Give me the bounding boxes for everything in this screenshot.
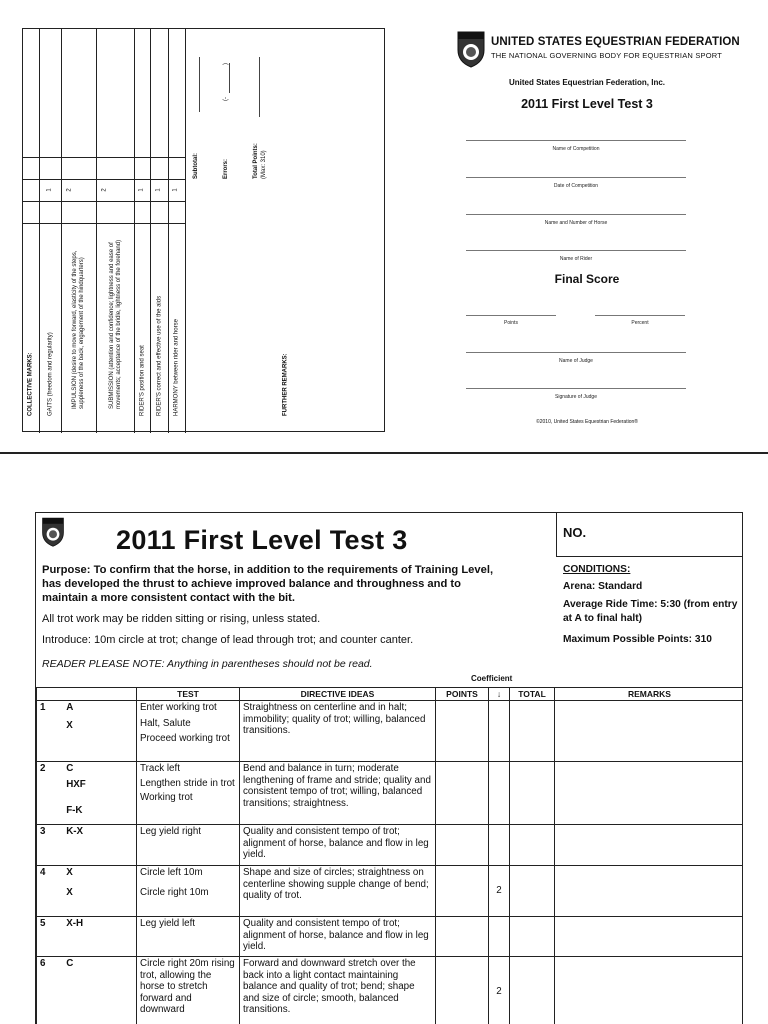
- collective-item-text: RIDER'S correct and effective use of the aids: [156, 295, 162, 416]
- movement-letter: X: [66, 867, 73, 878]
- conditions-block: [563, 563, 741, 647]
- errors-paren-open: (-: [223, 97, 229, 101]
- signature-line: [466, 388, 686, 389]
- points-cell[interactable]: [436, 866, 489, 917]
- col-header-coef-arrow-icon: ↓: [489, 688, 510, 701]
- collective-item-text: HARMONY between rider and horse: [173, 319, 180, 416]
- directive-cell: Forward and downward stretch over the back into a light contact maintaining balance and quality of trot; bend; shape and size of circle; smooth, balanced transitions.: [240, 957, 436, 1024]
- horse-label: Name and Number of Horse: [544, 220, 608, 226]
- cover-page: [0, 0, 768, 452]
- directive-cell: Straightness on centerline and in halt; immobility; quality of trot; willing, balanced transitions.: [240, 701, 436, 762]
- movement-letter: C: [66, 958, 74, 969]
- collective-item: [151, 29, 169, 433]
- points-cell[interactable]: [436, 917, 489, 957]
- coef-cell: 2: [489, 866, 510, 917]
- remarks-cell[interactable]: [555, 825, 744, 866]
- org-tagline: THE NATIONAL GOVERNING BODY FOR EQUESTRIAN SPORT: [491, 51, 723, 60]
- row-divider: [23, 179, 186, 180]
- movement-letter: X: [66, 719, 73, 731]
- movement-letter: HXF: [66, 778, 86, 790]
- table-row: [37, 701, 744, 762]
- total-cell[interactable]: [510, 917, 555, 957]
- test-item: Circle right 20m rising trot, allowing the horse to stretch forward and downward: [140, 958, 235, 1015]
- errors-label: Errors:: [223, 158, 229, 179]
- col-header-total: TOTAL: [510, 688, 555, 701]
- total-cell[interactable]: [510, 866, 555, 917]
- test-cell: [137, 825, 240, 866]
- total-cell[interactable]: [510, 701, 555, 762]
- test-item: Proceed working trot: [140, 733, 230, 744]
- test-cell: [137, 701, 240, 762]
- coef-value: 1: [172, 188, 179, 192]
- conditions-ride-time: Average Ride Time: 5:30 (from entry at A to final halt): [563, 599, 738, 624]
- test-movements-table: [36, 687, 743, 1024]
- collective-item: [169, 29, 186, 433]
- org-name: UNITED STATES EQUESTRIAN FEDERATION: [491, 36, 740, 48]
- points-cell[interactable]: [436, 957, 489, 1024]
- movement-letter: A: [66, 702, 74, 713]
- col-header-number: [37, 688, 137, 701]
- table-row: [37, 825, 744, 866]
- test-item: Working trot: [140, 792, 193, 803]
- collective-item-text: SUBMISSION (attention and confidence; lightness and ease of movements; acceptance of the bridle, lightness of the forehand): [108, 239, 122, 409]
- collective-item-text: GAITS (freedom and regularity): [47, 332, 53, 416]
- page-divider: [0, 452, 768, 454]
- conditions-arena: Arena: Standard: [563, 580, 643, 592]
- date-line: [466, 177, 686, 178]
- total-cell[interactable]: [510, 762, 555, 825]
- introduce-text: Introduce: 10m circle at trot; change of lead through trot; and counter canter.: [42, 634, 414, 646]
- conditions-title: CONDITIONS:: [563, 564, 631, 575]
- total-points-label: Total Points:: [253, 143, 259, 179]
- further-remarks-column: [186, 29, 386, 433]
- coef-cell: [489, 825, 510, 866]
- coef-value: 1: [138, 188, 145, 192]
- errors-blank: [229, 63, 230, 93]
- subtotal-label: Subtotal:: [193, 153, 199, 179]
- remarks-cell[interactable]: [555, 957, 744, 1024]
- movement-cell: [37, 762, 137, 825]
- test-cell: [137, 957, 240, 1024]
- movement-cell: [37, 866, 137, 917]
- collective-marks-table: [22, 28, 385, 432]
- movement-number: 1: [40, 702, 46, 713]
- table-row: [37, 957, 744, 1024]
- total-cell[interactable]: [510, 957, 555, 1024]
- remarks-cell[interactable]: [555, 762, 744, 825]
- col-header-remarks: REMARKS: [555, 688, 744, 701]
- percent-label: Percent: [631, 320, 649, 326]
- collective-item: [62, 29, 97, 433]
- coef-cell: [489, 762, 510, 825]
- signature-label: Signature of Judge: [555, 394, 597, 400]
- row-divider: [23, 201, 186, 202]
- row-divider: [23, 223, 186, 224]
- col-header-points: POINTS: [436, 688, 489, 701]
- test-item: Halt, Salute: [140, 717, 191, 729]
- movement-letter: F-K: [66, 805, 83, 816]
- test-item: Leg yield right: [140, 826, 201, 837]
- collective-item: [40, 29, 62, 433]
- judge-label: Name of Judge: [559, 358, 593, 364]
- points-cell[interactable]: [436, 701, 489, 762]
- errors-paren-close: ): [223, 63, 229, 65]
- movement-number: 3: [40, 826, 46, 837]
- coefficient-label: Coefficient: [471, 674, 513, 683]
- movement-letter: C: [66, 763, 74, 774]
- movement-number: 6: [40, 958, 46, 969]
- conditions-max-points: Maximum Possible Points: 310: [563, 634, 712, 645]
- table-row: [37, 917, 744, 957]
- copyright: ©2010, United States Equestrian Federation®: [536, 419, 638, 425]
- rider-label: Name of Rider: [559, 256, 593, 262]
- movement-cell: [37, 825, 137, 866]
- movement-cell: [37, 701, 137, 762]
- test-item: Circle right 10m: [140, 886, 209, 898]
- test-item: Circle left 10m: [140, 867, 203, 878]
- points-cell[interactable]: [436, 825, 489, 866]
- sheet-title: 2011 First Level Test 3: [116, 525, 408, 555]
- coef-value: 1: [155, 188, 162, 192]
- total-cell[interactable]: [510, 825, 555, 866]
- test-item: Enter working trot: [140, 702, 217, 713]
- collective-heading-column: [23, 29, 40, 433]
- subtotal-blank: [199, 57, 200, 112]
- directive-cell: Quality and consistent tempo of trot; alignment of horse, balance and flow in leg yield.: [240, 917, 436, 957]
- cover-title: 2011 First Level Test 3: [521, 97, 653, 111]
- competition-line: [466, 140, 686, 141]
- collective-item-text: IMPULSION (desire to move forward, elasticity of the steps, suppleness of the back, engagement of the hindquarters): [72, 250, 85, 409]
- movement-number: 5: [40, 918, 46, 929]
- test-item: Leg yield left: [140, 918, 196, 929]
- directive-cell: Quality and consistent tempo of trot; alignment of horse, balance and flow in leg yield.: [240, 825, 436, 866]
- movement-letter: X: [66, 886, 73, 898]
- reader-note: READER PLEASE NOTE: Anything in parentheses should not be read.: [42, 658, 373, 670]
- collective-item-text: RIDER'S position and seat: [139, 345, 145, 416]
- further-remarks-label: FURTHER REMARKS:: [282, 353, 289, 416]
- test-cell: [137, 917, 240, 957]
- coef-cell: 2: [489, 957, 510, 1024]
- final-score-heading: Final Score: [554, 272, 620, 286]
- date-label: Date of Competition: [553, 183, 599, 189]
- trot-note: All trot work may be ridden sitting or rising, unless stated.: [42, 613, 321, 625]
- points-label: Points: [504, 320, 518, 326]
- test-item: Lengthen stride in trot: [140, 777, 235, 789]
- remarks-cell[interactable]: [555, 701, 744, 762]
- usef-shield-logo: [456, 28, 486, 68]
- competition-label: Name of Competition: [552, 146, 600, 152]
- remarks-cell[interactable]: [555, 866, 744, 917]
- collective-marks-heading: COLLECTIVE MARKS:: [27, 352, 34, 416]
- test-item: Track left: [140, 763, 180, 774]
- coef-value: 1: [46, 188, 53, 192]
- coef-cell: [489, 701, 510, 762]
- total-blank: [259, 57, 260, 117]
- collective-item: [135, 29, 151, 433]
- table-header-row: [37, 688, 744, 701]
- judge-line: [466, 352, 686, 353]
- test-cell: [137, 762, 240, 825]
- table-row: [37, 762, 744, 825]
- org-inc: United States Equestrian Federation, Inc.: [508, 78, 666, 87]
- movement-cell: [37, 957, 137, 1024]
- directive-cell: Bend and balance in turn; moderate lengthening of frame and stride; quality and consistent tempo of trot; willing, balanced transitions; straightness.: [240, 762, 436, 825]
- points-cell[interactable]: [436, 762, 489, 825]
- col-header-test: TEST: [137, 688, 240, 701]
- number-label: NO.: [563, 525, 587, 540]
- percent-line: [595, 315, 685, 316]
- movement-cell: [37, 917, 137, 957]
- movement-letter: K-X: [66, 826, 84, 837]
- rider-line: [466, 250, 686, 251]
- coef-value: 2: [101, 188, 108, 192]
- col-header-directive: DIRECTIVE IDEAS: [240, 688, 436, 701]
- movement-number: 2: [40, 763, 46, 774]
- usef-shield-logo: [40, 515, 66, 547]
- number-box: [556, 513, 743, 557]
- total-max-label: (Max: 310): [261, 150, 267, 179]
- coef-value: 2: [66, 188, 73, 192]
- movement-letter: X-H: [66, 918, 84, 929]
- horse-line: [466, 214, 686, 215]
- points-line: [466, 315, 556, 316]
- directive-cell: Shape and size of circles; straightness on centerline showing supple change of bend; quality of trot.: [240, 866, 436, 917]
- row-divider: [23, 157, 186, 158]
- collective-item: [97, 29, 135, 433]
- purpose-text: Purpose: To confirm that the horse, in addition to the requirements of Training Level, has developed the thrust to achieve improved balance and throughness and to maintain a more consistent contact with the bit.: [42, 564, 494, 604]
- movement-number: 4: [40, 867, 46, 878]
- test-cell: [137, 866, 240, 917]
- coef-cell: [489, 917, 510, 957]
- test-sheet: [35, 512, 743, 1024]
- remarks-cell[interactable]: [555, 917, 744, 957]
- table-row: [37, 866, 744, 917]
